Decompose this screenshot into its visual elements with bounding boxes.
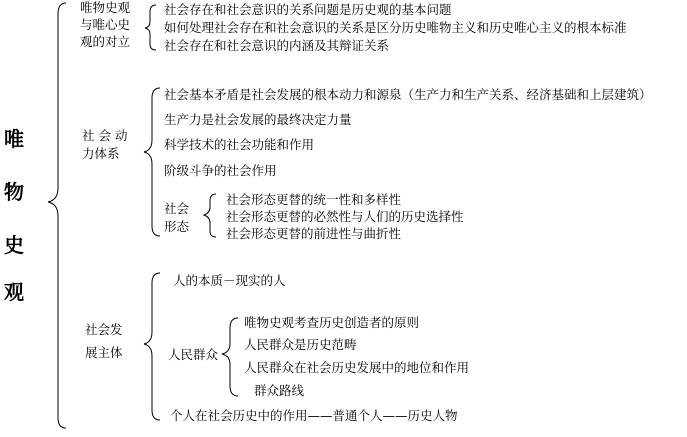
people-brace (222, 318, 238, 396)
form-label-line-1: 社会 (164, 201, 190, 216)
root-char-2: 物 (4, 180, 24, 204)
b1-label-line-3: 观的对立 (80, 34, 131, 49)
form-brace (204, 194, 216, 237)
b1-item: 社会存在和社会意识的内涵及其辩证关系 (164, 38, 390, 53)
people-item: 人民群众在社会历史发展中的地位和作用 (244, 360, 470, 375)
people-item: 群众路线 (254, 383, 305, 398)
b3-label-line-1: 社会发 (85, 322, 123, 337)
b1-item: 社会存在和社会意识的关系问题是历史观的基本问题 (164, 2, 452, 17)
root-char-4: 观 (4, 280, 24, 304)
b2-label-line-1: 社 会 动 (82, 128, 128, 143)
b2-brace (144, 88, 160, 236)
b2-label-line-2: 力体系 (82, 146, 120, 161)
form-item: 社会形态更替的前进性与曲折性 (226, 226, 402, 241)
root-char-3: 史 (4, 233, 24, 257)
b1-label-line-1: 唯物史观 (80, 0, 131, 15)
b2-item: 生产力是社会发展的最终决定力量 (164, 112, 352, 127)
root-brace (48, 3, 66, 428)
root-char-1: 唯 (4, 127, 24, 151)
people-label: 人民群众 (168, 347, 219, 362)
b3-item-top: 人的本质－现实的人 (173, 273, 286, 288)
form-item: 社会形态更替的统一性和多样性 (226, 192, 402, 207)
b3-item-bottom: 个人在社会历史中的作用——普通个人——历史人物 (170, 408, 458, 423)
form-label-line-2: 形态 (164, 219, 190, 234)
b2-item: 科学技术的社会功能和作用 (164, 137, 315, 152)
b3-brace (144, 273, 160, 420)
form-item: 社会形态更替的必然性与人们的历史选择性 (226, 209, 464, 224)
people-item: 人民群众是历史范畴 (244, 337, 357, 352)
b3-label-line-2: 展主体 (85, 345, 123, 360)
b1-item: 如何处理社会存在和社会意识的关系是区分历史唯物主义和历史唯心主义的根本标准 (164, 20, 627, 35)
b2-item: 社会基本矛盾是社会发展的根本动力和源泉（生产力和生产关系、经济基础和上层建筑） (164, 87, 652, 102)
b2-item: 阶级斗争的社会作用 (164, 163, 277, 178)
b1-label-line-2: 与唯心史 (80, 17, 131, 32)
b1-brace (145, 5, 156, 50)
people-item: 唯物史观考查历史创造者的原则 (244, 315, 420, 330)
